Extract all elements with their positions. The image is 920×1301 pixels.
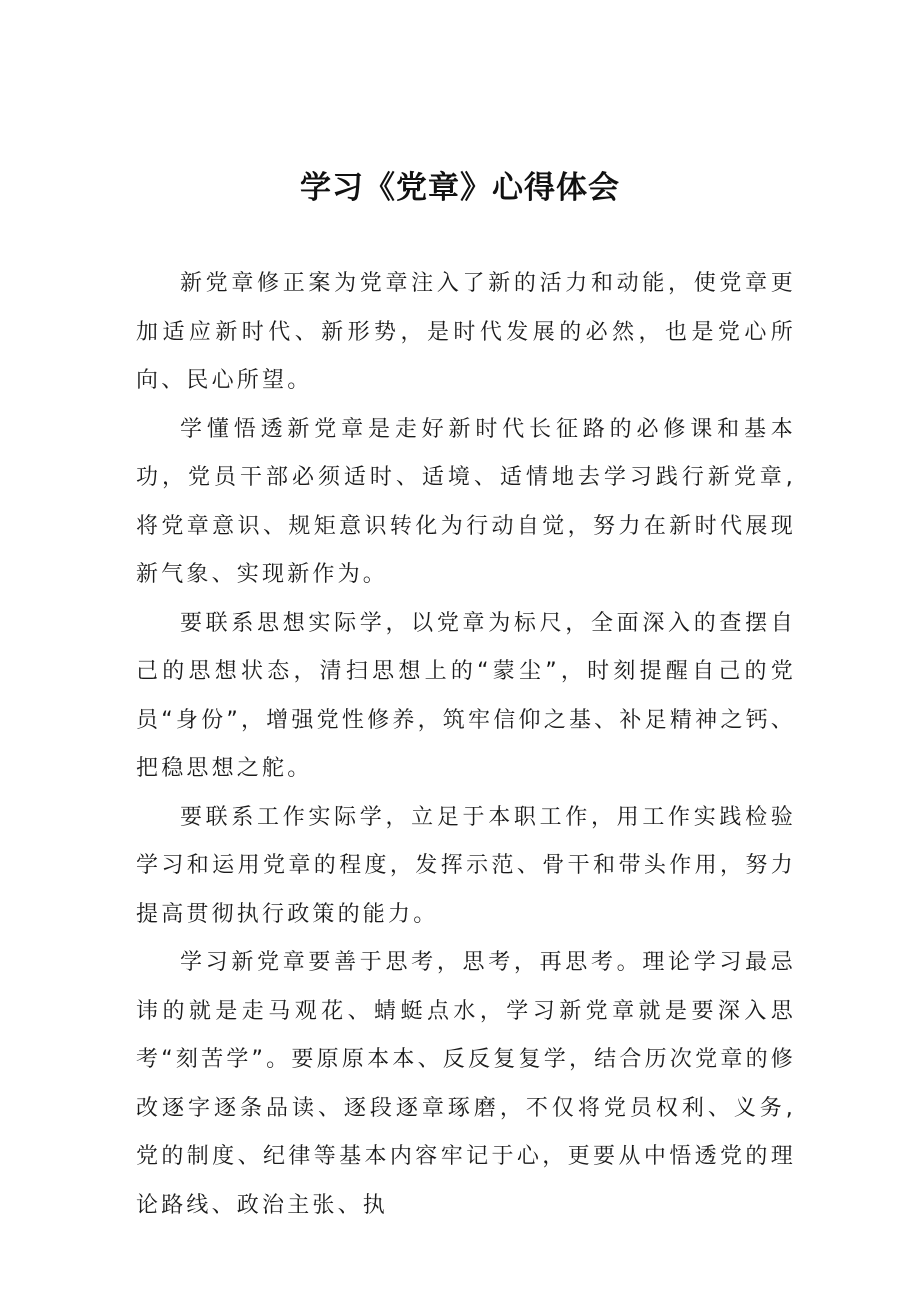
- paragraph: 新党章修正案为党章注入了新的活力和动能，使党章更加适应新时代、新形势，是时代发展的必然，也是党心所向、民心所望。: [136, 271, 796, 393]
- paragraph: 学懂悟透新党章是走好新时代长征路的必修课和基本功，党员干部必须适时、适境、适情地去学习践行新党章,将党章意识、规矩意识转化为行动自觉，努力在新时代展现新气象、实现新作为。: [136, 416, 796, 587]
- paragraph: 要联系思想实际学，以党章为标尺，全面深入的查摆自己的思想状态，清扫思想上的“蒙尘”，时刻提醒自己的党员“身份”，增强党性修养，筑牢信仰之基、补足精神之钙、把稳思想之舵。: [136, 610, 796, 781]
- document-body: [136, 260, 796, 1230]
- paragraph: 学习新党章要善于思考，思考，再思考。理论学习最忌讳的就是走马观花、蜻蜓点水，学习新党章就是要深入思考“刻苦学”。要原原本本、反反复复学，结合历次党章的修改逐字逐条品读、逐段逐章琢磨，不仅将党员权利、义务,党的制度、纪律等基本内容牢记于心，更要从中悟透党的理论路线、政治主张、执: [136, 950, 796, 1218]
- paragraph: 要联系工作实际学，立足于本职工作，用工作实践检验学习和运用党章的程度，发挥示范、骨干和带头作用，努力提高贯彻执行政策的能力。: [136, 804, 796, 927]
- document-title: 学习《党章》心得体会: [300, 170, 620, 206]
